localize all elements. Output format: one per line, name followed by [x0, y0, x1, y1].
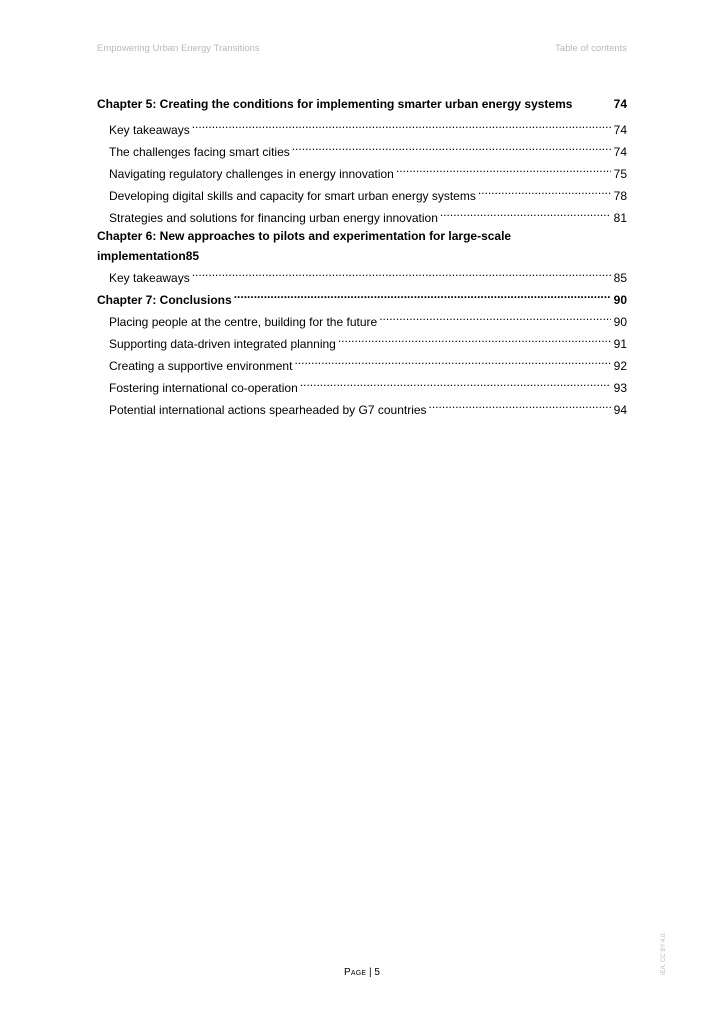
dot-leader: [429, 398, 611, 414]
toc-entry-title: Developing digital skills and capacity for smart urban energy systems: [109, 189, 476, 203]
toc-entry[interactable]: [97, 184, 627, 206]
toc-entry-page: 81: [613, 211, 627, 225]
toc-entry-page: 90: [613, 293, 627, 307]
toc-entry-title: Chapter 7: Conclusions: [97, 293, 232, 307]
page-label: Page: [344, 967, 367, 978]
toc-entry-title: Creating a supportive environment: [109, 359, 293, 373]
running-header: [97, 43, 627, 57]
toc-entry[interactable]: [97, 398, 627, 420]
toc-entry[interactable]: [97, 376, 627, 398]
table-of-contents: [97, 96, 627, 420]
toc-entry-page: 78: [613, 189, 627, 203]
toc-entry-chapter-5[interactable]: [97, 96, 627, 118]
license-note: IEA. CC BY 4.0.: [661, 932, 667, 975]
toc-entry-page: 94: [613, 403, 627, 417]
toc-entry[interactable]: [97, 310, 627, 332]
dot-leader: [440, 206, 611, 222]
toc-entry-title: Potential international actions spearheaded by G7 countries: [109, 403, 427, 417]
page-footer: [0, 967, 724, 978]
toc-entry-page: 74: [613, 123, 627, 137]
toc-entry[interactable]: [97, 206, 627, 228]
toc-entry[interactable]: [97, 266, 627, 288]
toc-entry-title-continued: implementation: [97, 249, 186, 263]
dot-leader: [396, 162, 611, 178]
toc-entry[interactable]: [97, 354, 627, 376]
toc-entry-page: 85: [613, 271, 627, 285]
toc-entry[interactable]: [97, 162, 627, 184]
toc-entry-title: Chapter 5: Creating the conditions for implementing smarter urban energy systems: [97, 97, 573, 111]
toc-entry-page: 93: [613, 381, 627, 395]
toc-entry-title: Chapter 6: New approaches to pilots and experimentation for large-scale: [97, 229, 512, 243]
toc-entry-title: Navigating regulatory challenges in energy innovation: [109, 167, 394, 181]
toc-entry[interactable]: [97, 332, 627, 354]
dot-leader: [192, 118, 611, 134]
toc-entry-chapter-7[interactable]: [97, 288, 627, 310]
toc-entry-page: 92: [613, 359, 627, 373]
header-section-title: Table of contents: [555, 43, 627, 54]
dot-leader: [292, 140, 611, 156]
toc-entry-title: Supporting data-driven integrated planning: [109, 337, 336, 351]
dot-leader: [192, 266, 611, 282]
toc-entry-page: 74: [613, 145, 627, 159]
toc-entry-title: Key takeaways: [109, 123, 190, 137]
dot-leader: [379, 310, 611, 326]
toc-entry[interactable]: [97, 118, 627, 140]
toc-entry-title: The challenges facing smart cities: [109, 145, 290, 159]
toc-entry-title: Placing people at the centre, building for the future: [109, 315, 378, 329]
dot-leader: [234, 288, 611, 304]
toc-entry-page: 91: [613, 337, 627, 351]
header-report-title: Empowering Urban Energy Transitions: [97, 43, 260, 54]
toc-entry-title: Key takeaways: [109, 271, 190, 285]
dot-leader: [294, 354, 611, 370]
toc-entry-page: 90: [613, 315, 627, 329]
toc-entry[interactable]: [97, 140, 627, 162]
dot-leader: [338, 332, 611, 348]
dot-leader: [478, 184, 611, 200]
page-separator: |: [366, 967, 375, 978]
toc-entry-title: Fostering international co-operation: [109, 381, 298, 395]
dot-leader: [300, 376, 611, 392]
toc-entry-page: 85: [185, 249, 200, 263]
toc-entry-page: 75: [613, 167, 627, 181]
toc-entry-chapter-6[interactable]: [97, 228, 627, 266]
toc-entry-page: 74: [613, 97, 627, 111]
page-number: 5: [374, 967, 380, 978]
toc-entry-title: Strategies and solutions for financing urban energy innovation: [109, 211, 438, 225]
